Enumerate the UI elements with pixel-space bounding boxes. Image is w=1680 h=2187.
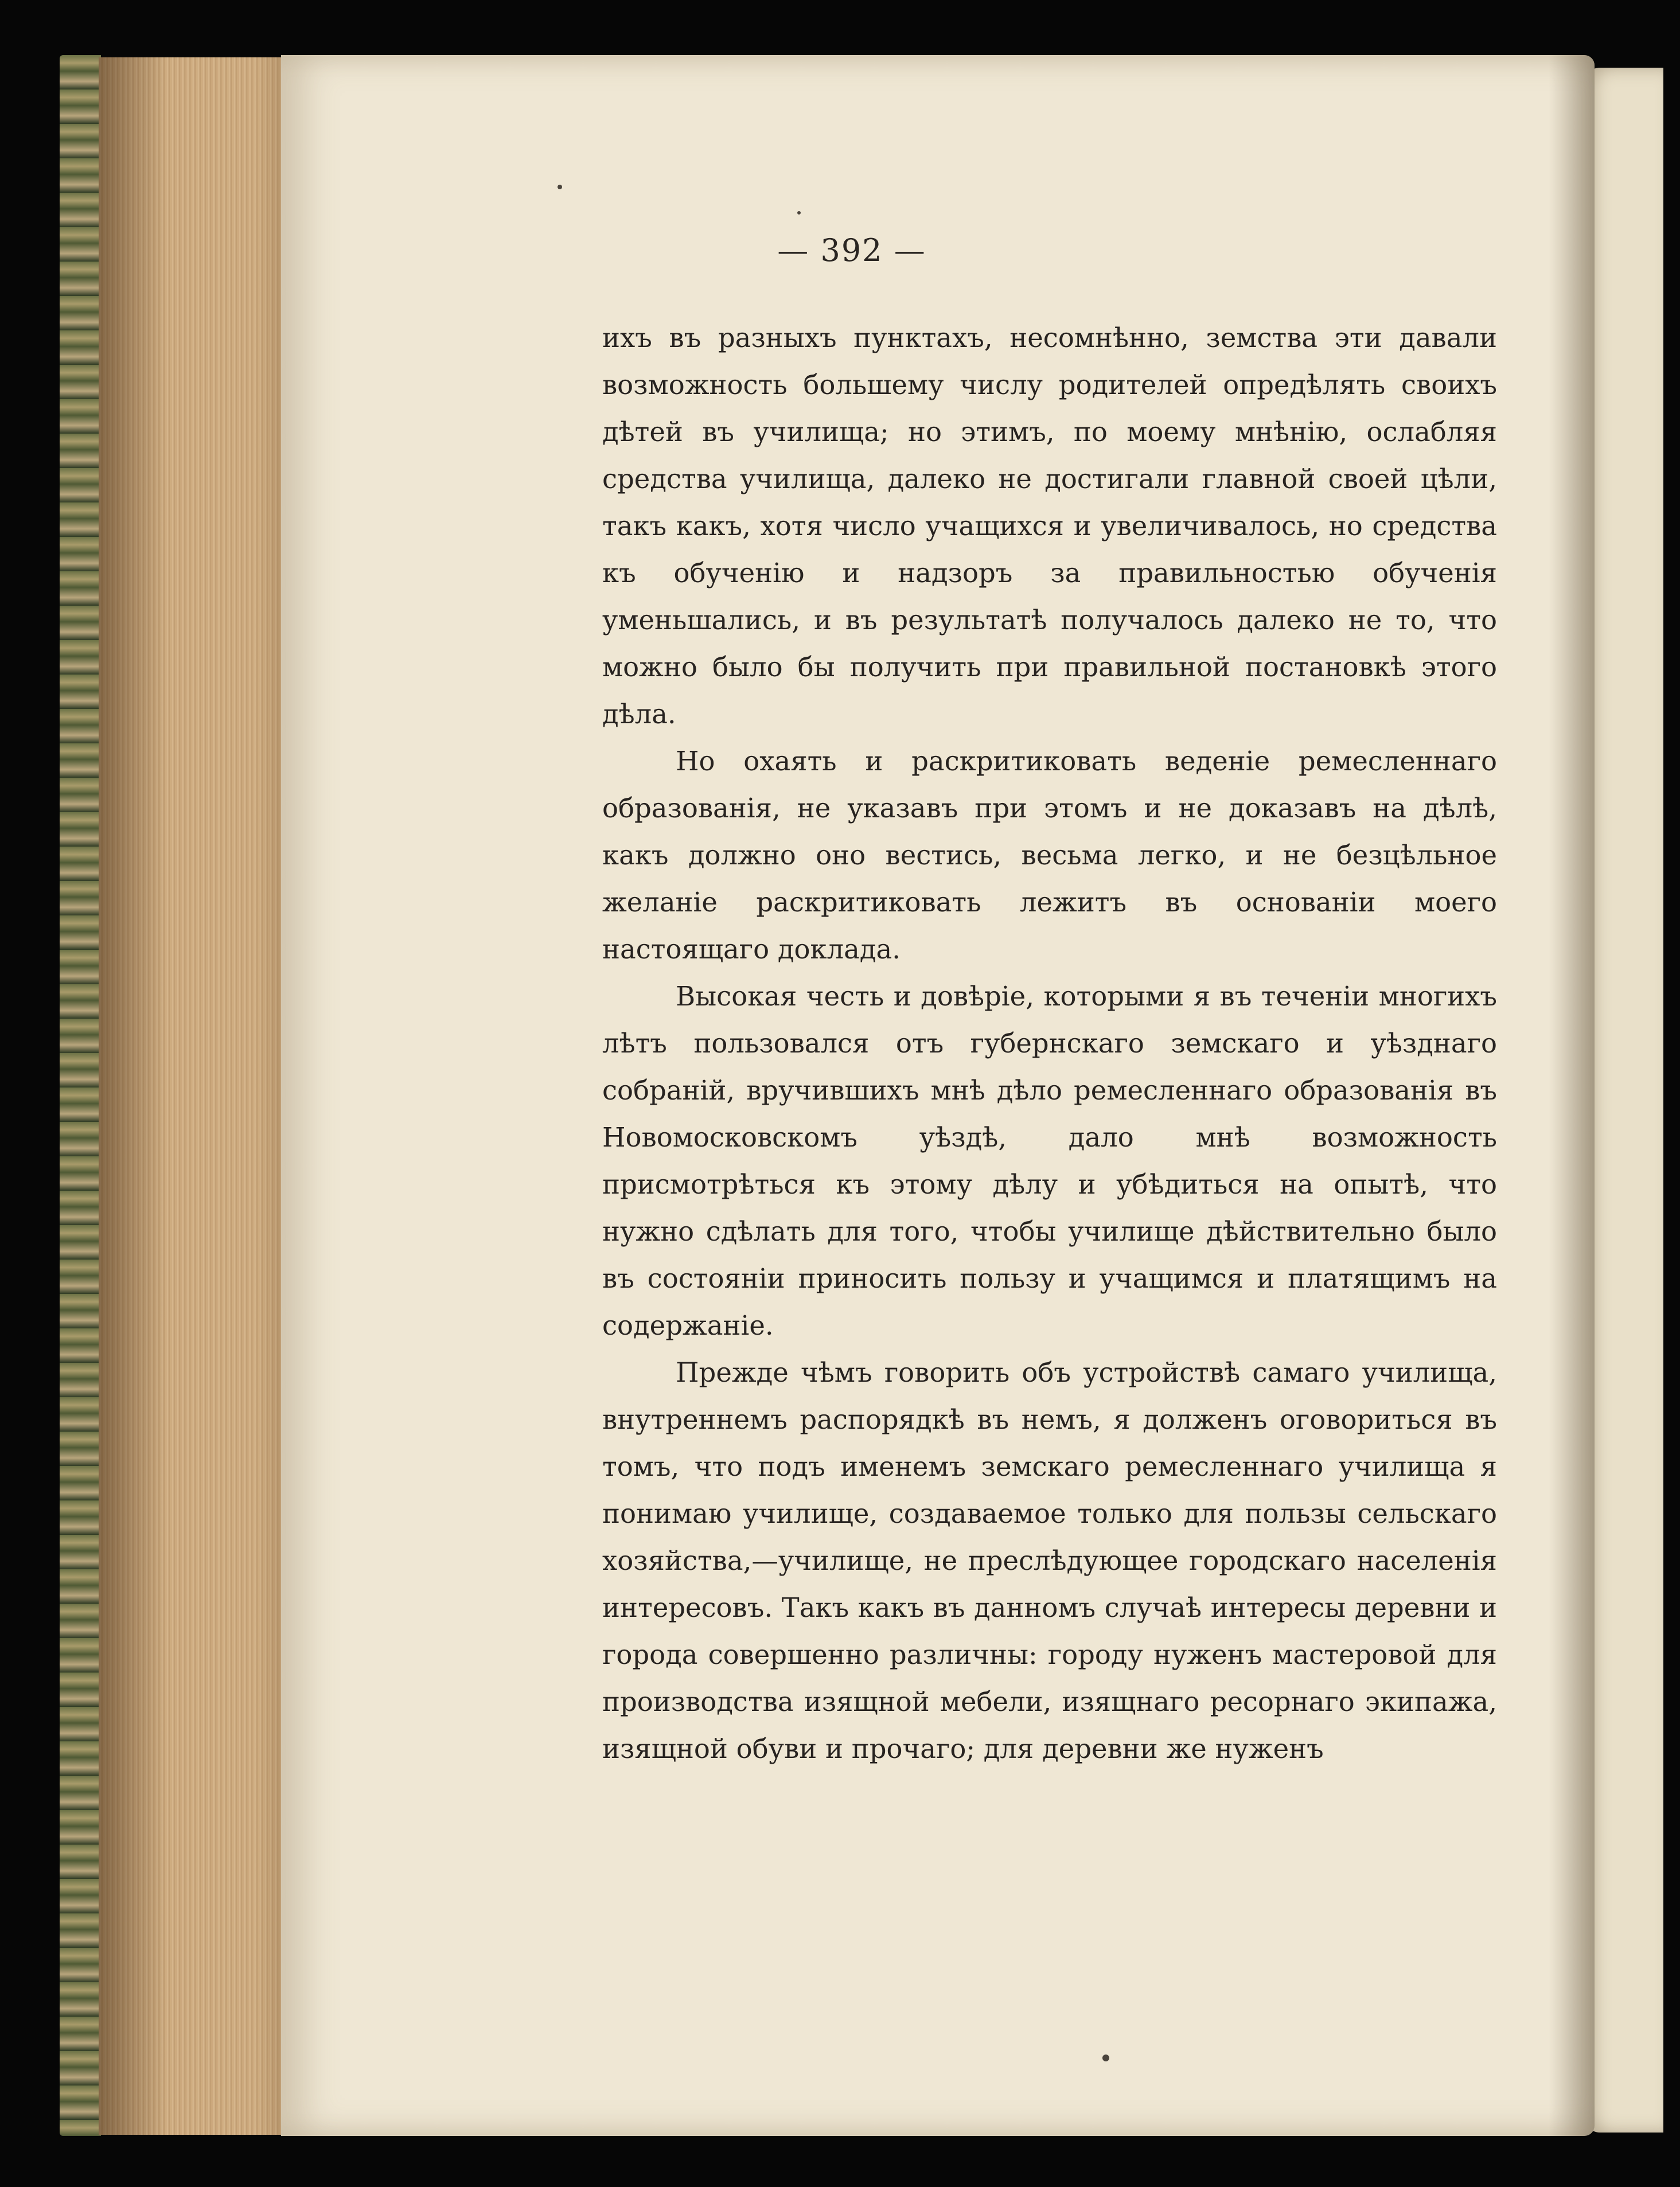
paper-speck: [797, 211, 801, 215]
paragraph: Высокая честь и довѣріе, которыми я въ теченіи многихъ лѣтъ пользовался отъ губернскаго земскаго и уѣзднаго собраній, вручившихъ мнѣ дѣло ремесленнаго образованія въ Новомосковскомъ уѣздѣ, дало мнѣ возможность присмотрѣться къ этому дѣлу и убѣдиться на опытѣ, что нужно сдѣлать для того, чтобы училище дѣйствительно было въ состояніи приносить пользу и учащимся и платящимъ на содержаніе.: [602, 981, 1497, 1341]
paragraph: ихъ въ разныхъ пунктахъ, несомнѣнно, земства эти давали возможность большему числу родителей опредѣлять своихъ дѣтей въ училища; но этимъ, по моему мнѣнію, ослабляя средства училища, далеко не достигали главной своей цѣли, такъ какъ, хотя число учащихся и увеличивалось, но средства къ обученію и надзоръ за правильностью обученія уменьшались, и въ результатѣ получалось далеко не то, что можно было бы получить при правильной постановкѣ этого дѣла.: [602, 322, 1497, 730]
paragraph: Прежде чѣмъ говорить объ устройствѣ самаго училища, внутреннемъ распорядкѣ въ немъ, я долженъ оговориться въ томъ, что подъ именемъ земскаго ремесленнаго училища я понимаю училище, создаваемое только для пользы сельскаго хозяйства,—училище, не преслѣдующее городскаго населенія интересовъ. Такъ какъ въ данномъ случаѣ интересы деревни и города совершенно различны: городу нуженъ мастеровой для производства изящной мебели, изящнаго ресорнаго экипажа, изящной обуви и прочаго; для деревни же нуженъ: [602, 1357, 1497, 1764]
book-cover-edge: [60, 55, 101, 2136]
paper-speck: [1102, 2055, 1109, 2061]
paragraph: Но охаять и раскритиковать веденіе ремесленнаго образованія, не указавъ при этомъ и не доказавъ на дѣлѣ, какъ должно оно вестись, весьма легко, и не безцѣльное желаніе раскритиковать лежитъ въ основаніи моего настоящаго доклада.: [602, 746, 1497, 965]
paper-speck: [558, 185, 562, 189]
facing-page: [1583, 68, 1663, 2133]
page-number: — 392 —: [777, 232, 926, 268]
page-edge-shadow: [99, 57, 294, 2135]
body-text: [602, 314, 1497, 1772]
gutter-shadow: [1549, 55, 1595, 2136]
